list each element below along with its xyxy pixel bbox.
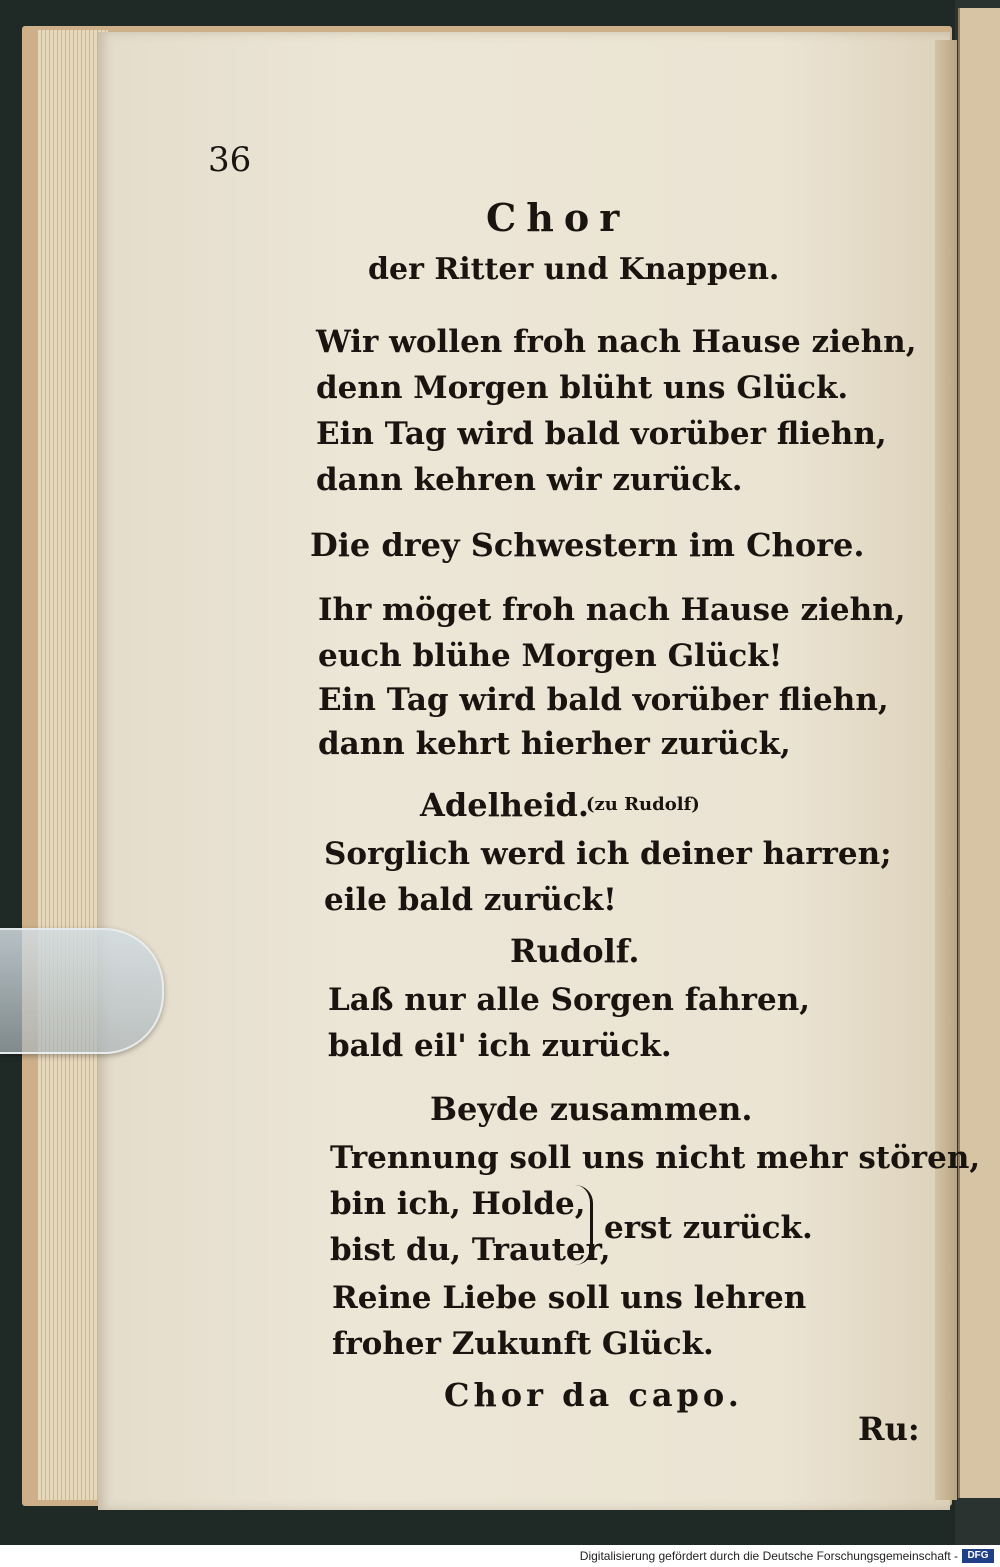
footer-credit: Digitalisierung gefördert durch die Deutsche Forschungsgemeinschaft - [579, 1549, 958, 1563]
section-heading: Die drey Schwestern im Chore. [310, 526, 865, 564]
page-fore-edge [935, 40, 957, 1500]
page-subtitle: der Ritter und Knappen. [368, 252, 780, 287]
verse-line: Reine Liebe soll uns lehren [332, 1280, 807, 1316]
page-number: 36 [208, 140, 252, 180]
catchword: Ru: [858, 1410, 920, 1448]
speaker-heading: Adelheid. [420, 786, 590, 824]
dfg-logo: DFG [962, 1549, 994, 1563]
verse-line: bald eil' ich zurück. [328, 1028, 672, 1064]
verse-line: dann kehrt hierher zurück, [318, 726, 791, 762]
verse-line: denn Morgen blüht uns Glück. [316, 370, 849, 406]
verse-line: Ihr möget froh nach Hause ziehn, [318, 592, 906, 628]
verse-line: froher Zukunft Glück. [332, 1326, 714, 1362]
verse-line: Sorglich werd ich deiner harren; [324, 836, 892, 872]
closing-direction: Chor da capo. [444, 1376, 743, 1414]
verse-line: Ein Tag wird bald vorüber fliehn, [316, 416, 887, 452]
page-title: Chor [486, 195, 630, 240]
verse-line: euch blühe Morgen Glück! [318, 638, 783, 674]
verse-line: Trennung soll uns nicht mehr stören, [330, 1140, 981, 1176]
speaker-heading: Rudolf. [510, 932, 640, 970]
curly-brace [572, 1185, 593, 1265]
footer-bar [0, 1545, 1000, 1567]
verse-line: Laß nur alle Sorgen fahren, [328, 982, 811, 1018]
verse-line: Wir wollen froh nach Hause ziehn, [316, 324, 917, 360]
verse-line: Ein Tag wird bald vorüber fliehn, [318, 682, 889, 718]
verse-line: dann kehren wir zurück. [316, 462, 743, 498]
verse-line: bin ich, Holde, [330, 1186, 586, 1222]
glass-page-holder [0, 928, 164, 1054]
verse-line: eile bald zurück! [324, 882, 617, 918]
verse-line: bist du, Trauter, [330, 1232, 611, 1268]
facing-page-edge [958, 8, 1000, 1498]
speaker-heading: Beyde zusammen. [430, 1090, 753, 1128]
stage-direction: (zu Rudolf) [586, 794, 700, 815]
verse-line: erst zurück. [604, 1210, 813, 1246]
